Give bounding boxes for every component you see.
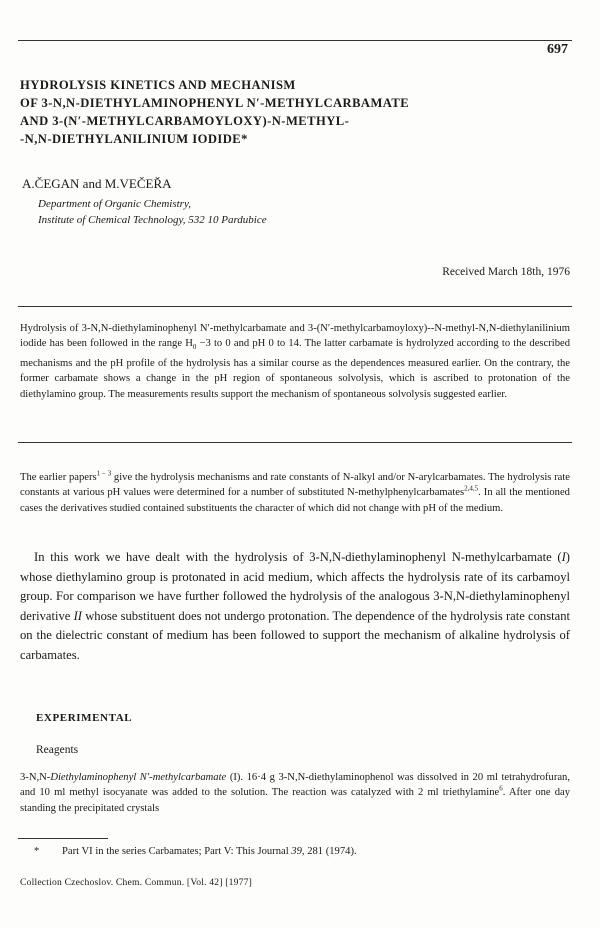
affiliation: [38, 196, 267, 228]
title-line-2: OF 3-N,N-DIETHYLAMINOPHENYL N′-METHYLCARBAMATE: [20, 96, 410, 110]
body-text-3: whose substituent does not undergo protonation. The dependence of the hydrolysis rate constant on the dielectric constant of medium has been followed to support the mechanism of alkaline hydrolysis of carbamates.: [20, 608, 571, 662]
section-heading: EXPERIMENTAL: [36, 712, 133, 724]
authors-and: and: [79, 176, 105, 191]
abstract-text-1: Hydrolysis of 3-N,N-diethylaminophenyl N′-methylcarbamate and 3-(N′-methylcarbamoyloxy)--N-methyl-N,N-diethylanilinium iodide has been followed in the range H: [20, 323, 570, 350]
author-1-initial: A.Č: [22, 176, 44, 191]
abstract-top-rule: [18, 306, 572, 307]
reagents-text-1: 3-N,N-: [20, 772, 51, 783]
authors: [22, 176, 172, 192]
intro-text-3: . In all the mentioned cases the derivatives studied contained substituents the character of which did not change with pH of the medium.: [20, 487, 570, 514]
journal-footer: Collection Czechoslov. Chem. Commun. [Vol. 42] [1977]: [20, 877, 253, 888]
title-line-1: HYDROLYSIS KINETICS AND MECHANISM: [20, 78, 296, 92]
affiliation-line-2: Institute of Chemical Technology, 532 10 Pardubice: [38, 214, 267, 226]
footnote-marker: *: [34, 846, 40, 857]
subsection-heading: Reagents: [36, 744, 79, 756]
abstract-bottom-rule: [18, 442, 572, 443]
title-line-3: AND 3-(N′-METHYLCARBAMOYLOXY)-N-METHYL-: [20, 114, 350, 128]
intro-paragraph: [20, 470, 570, 516]
page-number: 697: [547, 42, 568, 57]
abstract: [20, 321, 570, 402]
reagent-name: Diethylaminophenyl N′-methylcarbamate: [50, 772, 227, 783]
footnote-text-2: , 281 (1974).: [301, 846, 357, 857]
footnote-volume: 39: [291, 846, 302, 857]
reagents-paragraph: [20, 770, 570, 816]
affiliation-line-1: Department of Organic Chemistry,: [38, 198, 191, 210]
footnote: [34, 846, 357, 857]
reagents-text-3: . After one day standing the precipitated crystals: [20, 787, 571, 814]
title-line-4: -N,N-DIETHYLANILINIUM IODIDE*: [20, 132, 248, 146]
ref-superscript-2: 2,4,5: [464, 484, 479, 493]
footnote-rule: [18, 838, 108, 839]
article-title: [20, 76, 540, 148]
ref-superscript-6: 6: [499, 784, 503, 793]
ref-superscript-1: 1 − 3: [96, 469, 112, 478]
abstract-text-2: −3 to 0 and pH 0 to 14. The latter carbamate is hydrolyzed according to the described mechanisms and the pH profile of the hydrolysis has a similar course as the dependences measured earlier. On the contrary, the former carbamate shows a change in the pH region of spontaneous solvolysis, which is ascribed to protonation of the diethylamino group. The measurements results support the mechanism of spontaneous solvolysis suggested earlier.: [20, 338, 570, 400]
body-text-2: ) whose diethylamino group is protonated in acid medium, which affects the hydrolysis rate of its carbamoyl group. For comparison we have further followed the hydrolysis of the analogous 3-N,N-diethylaminophenyl derivative: [20, 550, 570, 623]
received-date: Received March 18th, 1976: [442, 266, 570, 278]
body-text-1: In this work we have dealt with the hydrolysis of 3-N,N-diethylaminophenyl N-methylcarbamate (: [34, 550, 562, 564]
reagents-text-2: (I). 16·4 g 3-N,N-diethylaminophenol was dissolved in 20 ml tetrahydrofuran, and 10 ml methyl isocyanate was added to the solution. The reaction was catalyzed with 2 ml triethylamine: [20, 772, 570, 799]
intro-text-2: give the hydrolysis mechanisms and rate constants of N-alkyl and/or N-arylcarbamates. The hydrolysis rate constants at various pH values were determined for a number of substituted N-methylphenylcarbamates: [20, 472, 571, 499]
author-1-name: EGAN: [43, 176, 80, 191]
compound-label-2: II: [73, 608, 82, 623]
compound-label-1: I: [561, 550, 566, 564]
top-rule: [18, 40, 572, 41]
intro-text-1: The earlier papers: [20, 472, 97, 483]
body-paragraph: [20, 548, 570, 666]
author-2-initial: M.V: [104, 176, 129, 191]
hammett-subscript: 0: [192, 343, 197, 352]
footnote-text-1: Part VI in the series Carbamates; Part V: This Journal: [62, 846, 292, 857]
author-2-name: EČEŘA: [128, 176, 172, 191]
